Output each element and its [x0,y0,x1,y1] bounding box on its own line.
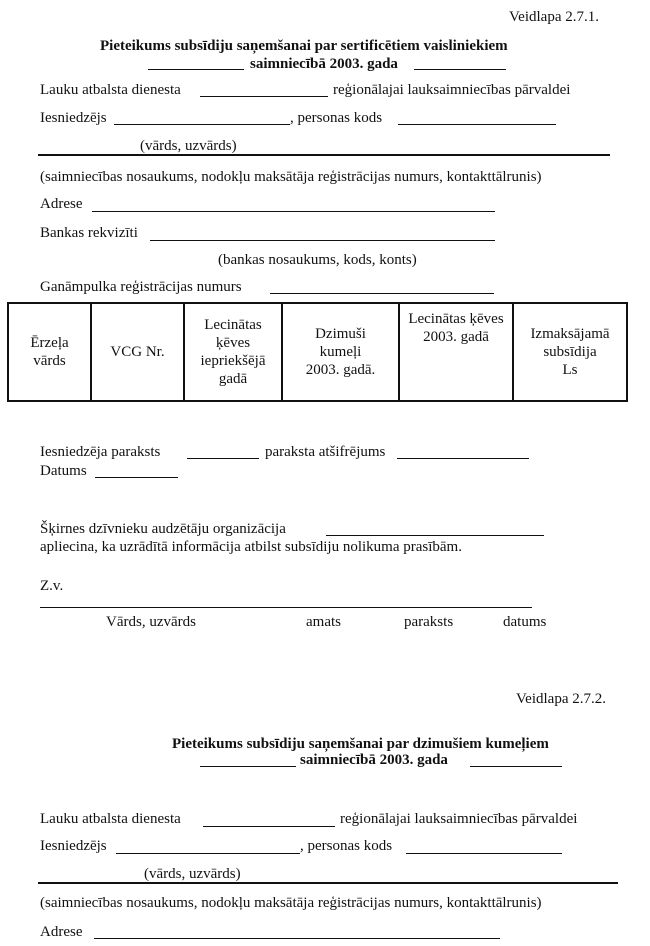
address-field[interactable] [92,211,495,212]
seal-label: Z.v. [40,578,64,594]
date-field[interactable] [95,477,178,478]
signature-decode-label: paraksta atšifrējums [265,444,386,460]
org-label: Šķirnes dzīvnieku audzētāju organizācija [40,521,286,537]
form2-office-label: Lauku atbalsta dienesta [40,811,181,827]
office-suffix: reģionālajai lauksaimniecības pārvaldei [333,82,571,98]
form-number: Veidlapa 2.7.1. [509,9,599,25]
org-confirm: apliecina, ka uzrādītā informācija atbilst subsīdiju nolikuma prasībām. [40,539,462,555]
approval-line[interactable] [40,607,532,608]
form2-year-prefix-field[interactable] [200,766,296,767]
form2-office-suffix: reģionālajai lauksaimniecības pārvaldei [340,811,578,827]
bank-label: Bankas rekvizīti [40,225,138,241]
farm-field[interactable] [38,154,610,156]
col-mares-2003: Lecinātas ķēves 2003. gadā [399,303,513,401]
col-stallion-name: Ērzeļa vārds [8,303,91,401]
stallion-table [7,302,628,402]
form2-title-line2: saimniecībā 2003. gada [300,752,448,768]
form2-farm-caption: (saimniecības nosaukums, nodokļu maksātāja reģistrācijas numurs, kontakttālrunis) [40,895,542,911]
form-title-line2: saimniecībā 2003. gada [250,56,398,72]
signature-decode-field[interactable] [397,458,529,459]
form2-number: Veidlapa 2.7.2. [516,691,606,707]
form2-address-label: Adrese [40,924,83,940]
org-field[interactable] [326,535,544,536]
bank-caption: (bankas nosaukums, kods, konts) [218,252,417,268]
form2-title: Pieteikums subsīdiju saņemšanai par dzimušiem kumeļiem [172,736,549,752]
applicant-name-field[interactable] [114,124,290,125]
year-suffix-field[interactable] [414,69,506,70]
col-mares-prev-year: Lecinātas ķēves iepriekšējā gadā [184,303,282,401]
footer-position-caption: amats [306,614,341,630]
col-foals-born: Dzimuši kumeļi 2003. gadā. [282,303,399,401]
form2-applicant-label: Iesniedzējs [40,838,107,854]
form2-personal-code-label: , personas kods [300,838,393,854]
form2-address-field[interactable] [94,938,500,939]
signature-label: Iesniedzēja paraksts [40,444,161,460]
address-label: Adrese [40,196,83,212]
applicant-label: Iesniedzējs [40,110,107,126]
herd-field[interactable] [270,293,494,294]
form2-applicant-name-field[interactable] [116,853,300,854]
office-field[interactable] [200,96,328,97]
office-label: Lauku atbalsta dienesta [40,82,181,98]
farm-caption: (saimniecības nosaukums, nodokļu maksātāja reģistrācijas numurs, kontakttālrunis) [40,169,542,185]
name-caption: (vārds, uzvārds) [140,138,237,154]
form2-farm-field[interactable] [38,882,618,884]
form-title: Pieteikums subsīdiju saņemšanai par sertificētiem vaisliniekiem [100,38,508,54]
herd-label: Ganāmpulka reģistrācijas numurs [40,279,242,295]
footer-date-caption: datums [503,614,547,630]
col-subsidy: Izmaksājamā subsīdija Ls [513,303,627,401]
year-prefix-field[interactable] [148,69,244,70]
col-vcg-number: VCG Nr. [91,303,184,401]
footer-signature-caption: paraksts [404,614,454,630]
form2-year-suffix-field[interactable] [470,766,562,767]
personal-code-field[interactable] [398,124,556,125]
bank-field[interactable] [150,240,495,241]
footer-name-caption: Vārds, uzvārds [106,614,196,630]
personal-code-label: , personas kods [290,110,383,126]
date-label: Datums [40,463,87,479]
form2-personal-code-field[interactable] [406,853,562,854]
form2-office-field[interactable] [203,826,335,827]
signature-field[interactable] [187,458,259,459]
form2-name-caption: (vārds, uzvārds) [144,866,241,882]
